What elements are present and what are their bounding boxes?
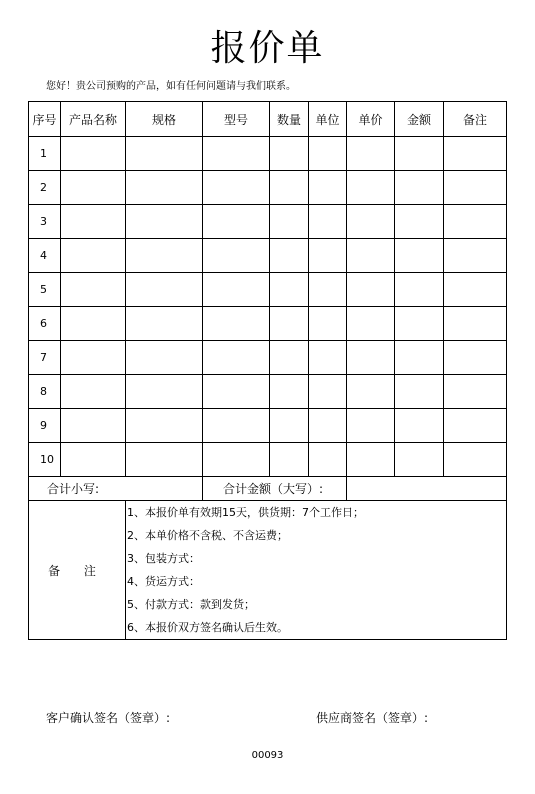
product-name-cell[interactable] (61, 137, 126, 171)
amount-cell[interactable] (395, 375, 444, 409)
unit-price-cell[interactable] (347, 239, 395, 273)
notes-body (126, 501, 507, 640)
amount-cell[interactable] (395, 443, 444, 477)
note-line: 5、付款方式：款到发货； (127, 598, 255, 611)
subtotal-label: 合计小写: (29, 477, 203, 501)
product-name-cell[interactable] (61, 409, 126, 443)
total-amount-value[interactable] (347, 477, 507, 501)
spec-cell[interactable] (126, 273, 203, 307)
table-row (29, 409, 507, 443)
header-model: 型号 (203, 102, 270, 137)
unit-price-cell[interactable] (347, 205, 395, 239)
quantity-cell[interactable] (270, 341, 309, 375)
remarks-cell[interactable] (444, 205, 507, 239)
quantity-cell[interactable] (270, 409, 309, 443)
page-number: 00093 (251, 750, 284, 761)
row-number: 7 (29, 341, 61, 375)
unit-price-cell[interactable] (347, 307, 395, 341)
spec-cell[interactable] (126, 307, 203, 341)
unit-price-cell[interactable] (347, 375, 395, 409)
notes-row (29, 501, 507, 640)
unit-cell[interactable] (309, 137, 347, 171)
greeting-text: 您好！贵公司预购的产品，如有任何问题请与我们联系。 (46, 81, 296, 92)
amount-cell[interactable] (395, 409, 444, 443)
unit-price-cell[interactable] (347, 171, 395, 205)
amount-cell[interactable] (395, 273, 444, 307)
model-cell[interactable] (203, 443, 270, 477)
quantity-cell[interactable] (270, 443, 309, 477)
header-remarks: 备注 (444, 102, 507, 137)
spec-cell[interactable] (126, 205, 203, 239)
table-row (29, 375, 507, 409)
header-unit: 单位 (309, 102, 347, 137)
product-name-cell[interactable] (61, 341, 126, 375)
product-name-cell[interactable] (61, 443, 126, 477)
remarks-cell[interactable] (444, 307, 507, 341)
table-row (29, 137, 507, 171)
spec-cell[interactable] (126, 137, 203, 171)
row-number: 9 (29, 409, 61, 443)
spec-cell[interactable] (126, 409, 203, 443)
remarks-cell[interactable] (444, 171, 507, 205)
quantity-cell[interactable] (270, 137, 309, 171)
model-cell[interactable] (203, 341, 270, 375)
unit-cell[interactable] (309, 171, 347, 205)
document-title: 报价单 (210, 28, 325, 69)
note-line: 6、本报价双方签名确认后生效。 (127, 621, 288, 634)
amount-cell[interactable] (395, 137, 444, 171)
row-number: 4 (29, 239, 61, 273)
row-number: 5 (29, 273, 61, 307)
header-amount: 金额 (395, 102, 444, 137)
unit-cell[interactable] (309, 375, 347, 409)
row-number: 2 (29, 171, 61, 205)
spec-cell[interactable] (126, 443, 203, 477)
product-name-cell[interactable] (61, 171, 126, 205)
spec-cell[interactable] (126, 375, 203, 409)
unit-cell[interactable] (309, 273, 347, 307)
remarks-cell[interactable] (444, 239, 507, 273)
unit-cell[interactable] (309, 443, 347, 477)
row-number: 6 (29, 307, 61, 341)
header-spec: 规格 (126, 102, 203, 137)
remarks-cell[interactable] (444, 409, 507, 443)
unit-cell[interactable] (309, 239, 347, 273)
supplier-signature-label: 供应商签名（签章）: (316, 711, 429, 725)
total-row (29, 477, 507, 501)
quote-table (28, 101, 507, 640)
amount-cell[interactable] (395, 205, 444, 239)
product-name-cell[interactable] (61, 273, 126, 307)
amount-cell[interactable] (395, 307, 444, 341)
table-row (29, 171, 507, 205)
model-cell[interactable] (203, 239, 270, 273)
spec-cell[interactable] (126, 341, 203, 375)
unit-cell[interactable] (309, 341, 347, 375)
remarks-cell[interactable] (444, 137, 507, 171)
quantity-cell[interactable] (270, 171, 309, 205)
model-cell[interactable] (203, 171, 270, 205)
model-cell[interactable] (203, 137, 270, 171)
table-header-row (29, 102, 507, 137)
customer-signature-label: 客户确认签名（签章）: (46, 711, 171, 725)
table-row (29, 273, 507, 307)
header-seq: 序号 (29, 102, 61, 137)
quantity-cell[interactable] (270, 205, 309, 239)
unit-price-cell[interactable] (347, 443, 395, 477)
note-line: 2、本单价格不含税、不含运费； (127, 529, 288, 542)
unit-price-cell[interactable] (347, 137, 395, 171)
table-row (29, 341, 507, 375)
row-number: 3 (29, 205, 61, 239)
row-number: 1 (29, 137, 61, 171)
remarks-cell[interactable] (444, 443, 507, 477)
remarks-cell[interactable] (444, 273, 507, 307)
header-quantity: 数量 (270, 102, 309, 137)
unit-price-cell[interactable] (347, 273, 395, 307)
table-body (29, 137, 507, 477)
spec-cell[interactable] (126, 239, 203, 273)
note-line: 4、货运方式： (127, 575, 200, 588)
quantity-cell[interactable] (270, 273, 309, 307)
unit-cell[interactable] (309, 409, 347, 443)
model-cell[interactable] (203, 375, 270, 409)
amount-cell[interactable] (395, 239, 444, 273)
model-cell[interactable] (203, 307, 270, 341)
table-row (29, 205, 507, 239)
row-number: 8 (29, 375, 61, 409)
product-name-cell[interactable] (61, 205, 126, 239)
product-name-cell[interactable] (61, 239, 126, 273)
spec-cell[interactable] (126, 171, 203, 205)
unit-cell[interactable] (309, 205, 347, 239)
quantity-cell[interactable] (270, 239, 309, 273)
table-row (29, 239, 507, 273)
header-product-name: 产品名称 (61, 102, 126, 137)
notes-label: 备 注 (29, 501, 126, 640)
product-name-cell[interactable] (61, 375, 126, 409)
header-unit-price: 单价 (347, 102, 395, 137)
unit-cell[interactable] (309, 307, 347, 341)
table-row (29, 443, 507, 477)
total-amount-label: 合计金额（大写）: (203, 477, 347, 501)
unit-price-cell[interactable] (347, 341, 395, 375)
note-line: 1、本报价单有效期15天，供货期：7个工作日； (127, 506, 364, 519)
product-name-cell[interactable] (61, 307, 126, 341)
model-cell[interactable] (203, 273, 270, 307)
row-number: 10 (29, 443, 61, 477)
quantity-cell[interactable] (270, 307, 309, 341)
unit-price-cell[interactable] (347, 409, 395, 443)
model-cell[interactable] (203, 409, 270, 443)
table-row (29, 307, 507, 341)
amount-cell[interactable] (395, 171, 444, 205)
note-line: 3、包装方式： (127, 552, 200, 565)
quantity-cell[interactable] (270, 375, 309, 409)
remarks-cell[interactable] (444, 375, 507, 409)
amount-cell[interactable] (395, 341, 444, 375)
model-cell[interactable] (203, 205, 270, 239)
remarks-cell[interactable] (444, 341, 507, 375)
